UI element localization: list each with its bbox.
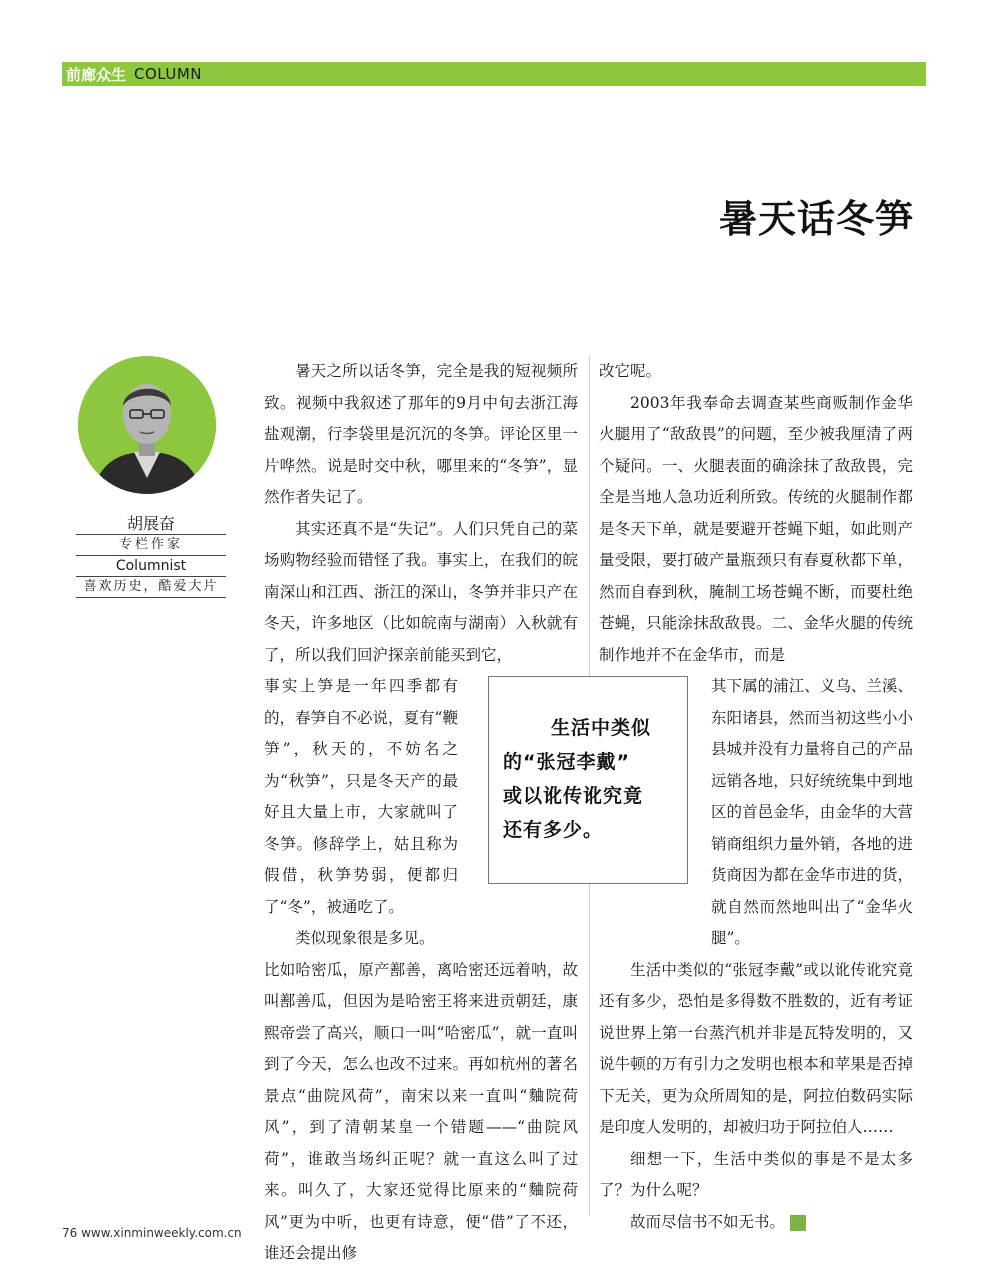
paragraph: 类似现象很是多见。 <box>295 929 435 947</box>
paragraph: 2003年我奉命去调查某些商贩制作金华火腿用了“敌敌畏”的问题，至少被我厘清了两个疑问。一、火腿表面的确涂抹了敌敌畏，完全是当地人急功近利所致。传统的火腿制作都是冬天下单，就是要避开苍蝇下蛆，如此则产量受限，要打破产量瓶颈只有春夏秋都下单，然而自春到秋，腌制工场苍蝇不断，而要杜绝苍蝇，只能涂抹敌敌畏。二、金华火腿的传统制作地并不在金华市，而是 <box>599 393 913 664</box>
author-photo <box>78 356 216 494</box>
paragraph: 比如哈密瓜，原产鄯善，离哈密还远着呐，故叫鄯善瓜，但因为是哈密王将来进贡朝廷，康熙帝尝了高兴，顺口一叫“哈密瓜”，就一直叫到了今天，怎么也改不过来。再如杭州的著名景点“曲院风荷”，南宋以来一直叫“麯院荷风”，到了清朝某皇一个错题——“曲院风荷”，谁敢当场纠正呢？就一直这么叫了过来。叫久了，大家还觉得比原来的“麯院荷风”更为中听，也更有诗意，便“借”了不还，谁还会提出修 <box>264 960 578 1262</box>
pull-quote-box <box>488 676 688 884</box>
author-hobby: 喜欢历史，酷爱大片 <box>76 577 226 598</box>
paragraph: 其下属的浦江、义乌、兰溪、东阳诸县，然而当初这些小小县城并没有力量将自己的产品远销各地，只好统统集中到地区的首邑金华，由金华的大营销商组织力量外销，各地的进货商因为都在金华市进的货，就自然而然地叫出了“金华火腿”。 <box>711 677 913 947</box>
paragraph: 细想一下，生活中类似的事是不是太多了？为什么呢？ <box>599 1149 913 1199</box>
author-portrait-icon <box>78 356 216 494</box>
pull-quote-line: 的“张冠李戴” <box>503 751 630 773</box>
paragraph: 改它呢。 <box>599 362 662 380</box>
paragraph: 其实还真不是“失记”。人们只凭自己的菜场购物经验而错怪了我。事实上，在我们的皖南深山和江西、浙江的深山，冬笋并非只产在冬天，许多地区（比如皖南与湖南）入秋就有了，所以我们回沪探亲前能买到它， <box>264 519 578 664</box>
pull-quote-line: 还有多少。 <box>503 819 604 841</box>
paragraph-text: 事实上笋是一年四季都有的，春笋自不必说，夏有“鞭笋”，秋天的，不妨名之为“秋笋”，只是冬天产的最好且大量上市，大家就叫了冬笋。修辞学上，姑且称为假借，秋笋势弱，便都归了“冬”，被通吃了。 <box>264 677 458 916</box>
paragraph <box>599 1207 913 1239</box>
website-url: www.xinminweekly.com.cn <box>81 1226 242 1240</box>
section-name-en: COLUMN <box>134 65 203 83</box>
paragraph: 生活中类似的“张冠李戴”或以讹传讹究竟还有多少，恐怕是多得数不胜数的，近有考证说世界上第一台蒸汽机并非是瓦特发明的，又说牛顿的万有引力之发明也根本和苹果是否掉下无关，更为众所周知的是，阿拉伯数码实际是印度人发明的，却被归功于阿拉伯人…… <box>599 960 913 1136</box>
pull-quote-text <box>503 711 681 847</box>
paragraph-text: 故而尽信书不如无书。 <box>630 1212 786 1231</box>
pull-quote-line: 生活中类似 <box>551 717 652 739</box>
page-number: 76 <box>62 1226 78 1240</box>
author-role-cn: 专栏作家 <box>76 535 226 556</box>
author-info <box>76 514 226 598</box>
author-name: 胡展奋 <box>76 514 226 535</box>
end-mark-icon: 民 <box>790 1215 806 1231</box>
author-role-en: Columnist <box>76 556 226 577</box>
section-header-bar <box>62 62 926 86</box>
article-title: 暑天话冬笋 <box>718 196 914 241</box>
pull-quote-line: 或以讹传讹究竟 <box>503 785 644 807</box>
paragraph: 暑天之所以话冬笋，完全是我的短视频所致。视频中我叙述了那年的9月中旬去浙江海盐观潮，行李袋里是沉沉的冬笋。评论区里一片哗然。说是时交中秋，哪里来的“冬笋”，显然作者失记了。 <box>264 362 578 506</box>
section-name-cn: 前廊众生 <box>66 66 127 84</box>
page-footer <box>62 1226 242 1240</box>
